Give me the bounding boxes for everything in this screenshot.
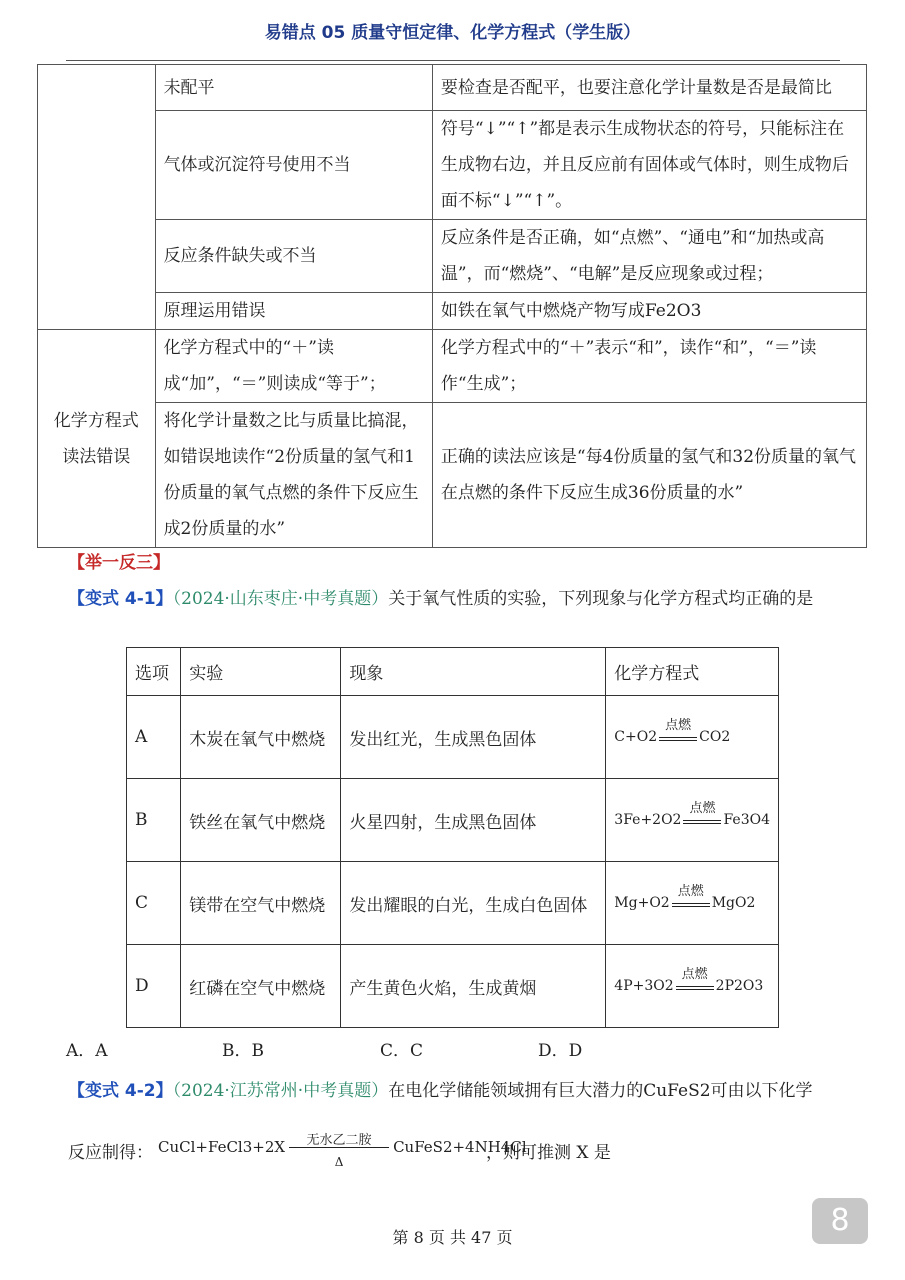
option-letter: C [127, 862, 181, 945]
category-cell-empty [38, 65, 156, 330]
options-header-row [127, 648, 779, 696]
error-type-cell: 将化学计量数之比与质量比搞混，如错误地读作“2份质量的氢气和1份质量的氧气点燃的条件下反应生成2份质量的水” [155, 403, 432, 548]
equation-arrow [659, 718, 697, 741]
reaction-condition: 点燃 [665, 718, 692, 733]
reaction-condition: 点燃 [689, 801, 716, 816]
choice-b[interactable]: B．B [222, 1041, 264, 1061]
explanation-cell: 化学方程式中的“＋”表示“和”，读作“和”，“＝”读作“生成”； [432, 330, 866, 403]
equation-rhs: MgO2 [711, 895, 756, 911]
explanation-cell: 符号“↓”“↑”都是表示生成物状态的符号，只能标注在生成物右边，并且反应前有固体或气体时，则生成物后面不标“↓”“↑”。 [432, 111, 866, 220]
question-tag: 【变式 4-1】 [68, 589, 173, 609]
equation-rhs: CuFeS2+4NH4Cl [393, 1138, 527, 1156]
option-equation [606, 779, 779, 862]
equation-rhs: 2P2O3 [715, 978, 764, 994]
error-type-cell: 原理运用错误 [155, 293, 432, 330]
equation-lhs: CuCl+FeCl3+2X [158, 1138, 286, 1156]
table-row [38, 293, 867, 330]
page-number-text: 第 8 页 共 47 页 [392, 1228, 513, 1247]
explanation-cell: 如铁在氧气中燃烧产物写成Fe2O3 [432, 293, 866, 330]
table-row [38, 65, 867, 111]
question-4-2 [68, 1076, 858, 1106]
choice-d[interactable]: D．D [538, 1041, 583, 1061]
explanation-cell: 正确的读法应该是“每4份质量的氢气和32份质量的氧气在点燃的条件下反应生成36份质量的水” [432, 403, 866, 548]
question-source: （2024·山东枣庄·中考真题） [172, 589, 389, 609]
equation-rhs: Fe3O4 [723, 812, 770, 828]
table-row [38, 403, 867, 548]
synthesis-equation [158, 1133, 527, 1169]
option-experiment: 镁带在空气中燃烧 [181, 862, 341, 945]
section-title: 【举一反三】 [68, 553, 170, 573]
option-row-c [127, 862, 779, 945]
table-row [38, 330, 867, 403]
option-phenomenon: 发出耀眼的白光，生成白色固体 [341, 862, 606, 945]
question-4-1 [68, 580, 848, 618]
question-source: （2024·江苏常州·中考真题） [172, 1081, 389, 1101]
explanation-cell: 反应条件是否正确，如“点燃”、“通电”和“加热或高温”，而“燃烧”、“电解”是反应现象或过程； [432, 220, 866, 293]
options-table [126, 647, 779, 1028]
option-experiment: 铁丝在氧气中燃烧 [181, 779, 341, 862]
reaction-condition: 点燃 [677, 884, 704, 899]
question-ending: ，则可推测 X 是 [486, 1143, 611, 1163]
equation-arrow [289, 1133, 389, 1169]
option-experiment: 木炭在氧气中燃烧 [181, 696, 341, 779]
equation-lhs: 4P+3O2 [614, 978, 674, 994]
column-header: 现象 [341, 648, 606, 696]
option-experiment: 红磷在空气中燃烧 [181, 945, 341, 1028]
equation-arrow [676, 967, 714, 990]
question-4-2-equation-line [68, 1128, 858, 1172]
equation-lhs: Mg+O2 [614, 895, 670, 911]
option-equation [606, 945, 779, 1028]
question-stem: 关于氧气性质的实验，下列现象与化学方程式均正确的是 [388, 589, 814, 609]
choice-c[interactable]: C．C [380, 1041, 424, 1061]
option-row-b [127, 779, 779, 862]
option-equation [606, 696, 779, 779]
equation-lhs: C+O2 [614, 729, 658, 745]
heating-symbol: Δ [334, 1155, 344, 1169]
option-letter: A [127, 696, 181, 779]
table-row [38, 111, 867, 220]
header-divider [66, 60, 840, 61]
page-header-title: 易错点 05 质量守恒定律、化学方程式（学生版） [264, 23, 641, 43]
equation-lhs: 3Fe+2O2 [614, 812, 682, 828]
question-tag: 【变式 4-2】 [68, 1081, 173, 1101]
reaction-condition: 无水乙二胺 [306, 1133, 372, 1148]
table-row [38, 220, 867, 293]
column-header: 实验 [181, 648, 341, 696]
page-badge: 8 [812, 1198, 868, 1244]
explanation-cell: 要检查是否配平，也要注意化学计量数是否是最简比 [432, 65, 866, 111]
option-phenomenon: 产生黄色火焰，生成黄烟 [341, 945, 606, 1028]
reaction-condition: 点燃 [681, 967, 708, 982]
option-equation [606, 862, 779, 945]
error-type-cell: 未配平 [155, 65, 432, 111]
column-header: 化学方程式 [606, 648, 779, 696]
choice-a[interactable]: A．A [66, 1041, 108, 1061]
equation-arrow [672, 884, 710, 907]
option-letter: D [127, 945, 181, 1028]
equation-intro: 反应制得： [68, 1143, 153, 1163]
equation-arrow [683, 801, 721, 824]
error-type-cell: 反应条件缺失或不当 [155, 220, 432, 293]
option-phenomenon: 发出红光，生成黑色固体 [341, 696, 606, 779]
option-letter: B [127, 779, 181, 862]
option-phenomenon: 火星四射，生成黑色固体 [341, 779, 606, 862]
category-cell: 化学方程式读法错误 [38, 330, 156, 548]
option-row-d [127, 945, 779, 1028]
error-type-cell: 化学方程式中的“＋”读成“加”，“＝”则读成“等于”； [155, 330, 432, 403]
equation-rhs: CO2 [699, 729, 731, 745]
error-type-cell: 气体或沉淀符号使用不当 [155, 111, 432, 220]
column-header: 选项 [127, 648, 181, 696]
question-stem: 在电化学储能领域拥有巨大潜力的CuFeS2可由以下化学 [388, 1081, 813, 1101]
option-row-a [127, 696, 779, 779]
error-table [37, 64, 867, 548]
